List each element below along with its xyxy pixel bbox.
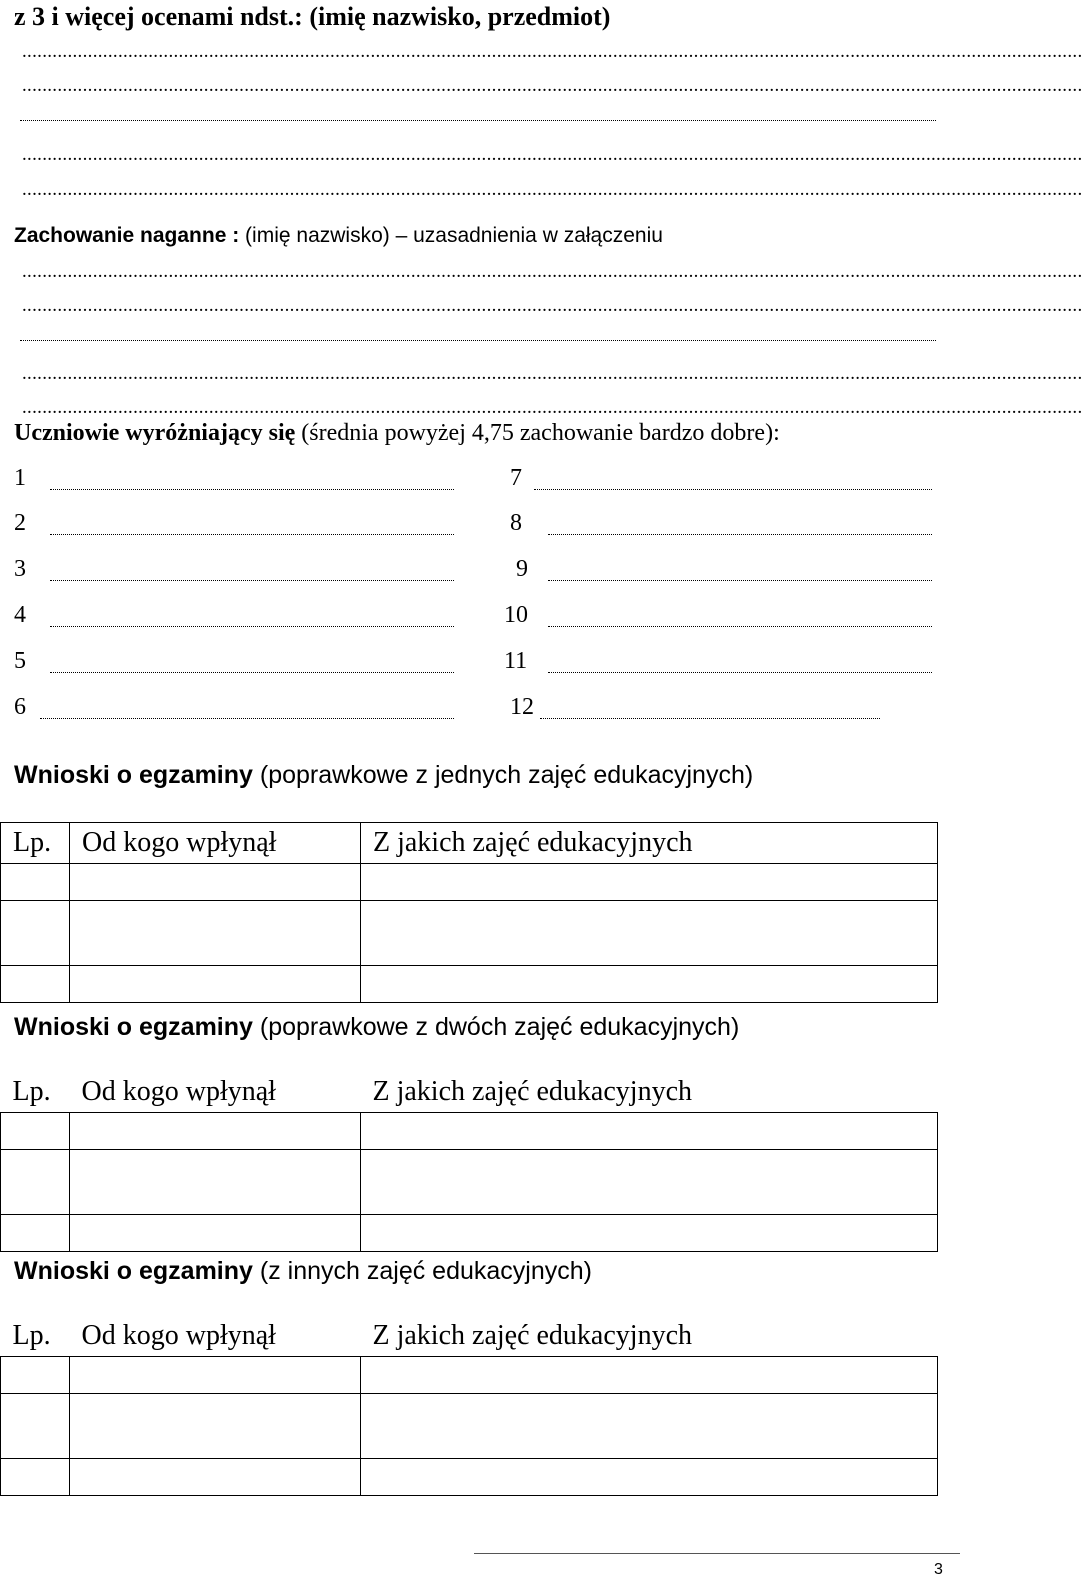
dotted-line: ..................................................................................................................................................................................................................	[22, 261, 1083, 282]
column-header-lp: Lp.	[12, 1320, 51, 1351]
column-header-from: Od kogo wpłynął	[81, 1320, 276, 1351]
table-cell[interactable]	[1, 864, 70, 901]
table-cell[interactable]	[1, 1215, 70, 1252]
exam-requests-table	[0, 1316, 938, 1496]
section-title-rest: (z innych zajęć edukacyjnych)	[252, 1257, 592, 1285]
table-row	[1, 1357, 938, 1394]
column-header-subject: Z jakich zajęć edukacyjnych	[372, 1076, 692, 1107]
table-cell[interactable]	[70, 901, 361, 966]
dotted-line: ..................................................................................................................................................................................................................	[22, 397, 1083, 418]
table-cell[interactable]	[70, 1150, 361, 1215]
exam-requests-table	[0, 822, 938, 1003]
table-row	[1, 966, 938, 1003]
table-cell[interactable]	[361, 864, 938, 901]
dotted-line	[20, 120, 936, 121]
dotted-line	[534, 489, 932, 490]
column-header-subject: Z jakich zajęć edukacyjnych	[372, 1320, 692, 1351]
table-cell[interactable]	[1, 1459, 70, 1496]
conduct-note: (imię nazwisko) – uzasadnienia w załączeniu	[239, 224, 663, 247]
dotted-line	[40, 718, 454, 719]
table-cell[interactable]	[1, 901, 70, 966]
table-row	[1, 1459, 938, 1496]
distinguished-label: Uczniowie wyróżniający się	[14, 420, 296, 446]
table-row	[1, 1113, 938, 1150]
table-cell[interactable]	[361, 901, 938, 966]
table-row	[1, 1215, 938, 1252]
distinguished-heading	[14, 420, 780, 447]
dotted-line: ..................................................................................................................................................................................................................	[22, 179, 1083, 200]
table-cell[interactable]	[361, 1150, 938, 1215]
dotted-line: ..................................................................................................................................................................................................................	[22, 363, 1083, 384]
distinguished-note: (średnia powyżej 4,75 zachowanie bardzo dobre):	[295, 420, 780, 446]
table-row	[1, 901, 938, 966]
table-cell[interactable]	[1, 1150, 70, 1215]
section-title-bold: Wnioski o egzaminy	[14, 1013, 253, 1041]
right-number: 11	[504, 648, 528, 674]
section-title-bold: Wnioski o egzaminy	[14, 761, 253, 789]
column-header-from: Od kogo wpłynął	[70, 823, 361, 864]
table-row	[1, 864, 938, 901]
table-cell[interactable]	[1, 1113, 70, 1150]
table-cell[interactable]	[70, 1394, 361, 1459]
dotted-line	[50, 489, 454, 490]
dotted-line: ..................................................................................................................................................................................................................	[22, 75, 1083, 96]
table-header-row	[1, 823, 938, 864]
column-header-subject: Z jakich zajęć edukacyjnych	[361, 823, 938, 864]
table-cell[interactable]	[70, 1459, 361, 1496]
left-number: 5	[14, 648, 26, 674]
table-cell[interactable]	[1, 966, 70, 1003]
left-number: 1	[14, 465, 26, 491]
table-cell[interactable]	[70, 1215, 361, 1252]
failing-students-heading: z 3 i więcej ocenami ndst.: (imię nazwisko, przedmiot)	[14, 2, 611, 31]
left-number: 4	[14, 602, 26, 628]
conduct-label: Zachowanie naganne :	[14, 224, 240, 247]
left-number: 2	[14, 510, 26, 536]
right-number: 9	[516, 556, 528, 582]
dotted-line	[548, 580, 932, 581]
table-cell[interactable]	[361, 1394, 938, 1459]
table-row	[1, 1150, 938, 1215]
dotted-line	[50, 626, 454, 627]
table-cell[interactable]	[361, 1357, 938, 1394]
table-cell[interactable]	[361, 1215, 938, 1252]
dotted-line	[540, 718, 880, 719]
dotted-line	[548, 534, 932, 535]
exam-requests-heading	[14, 1257, 592, 1286]
dotted-line: ..................................................................................................................................................................................................................	[22, 295, 1083, 316]
table-cell[interactable]	[70, 864, 361, 901]
table-cell[interactable]	[361, 1113, 938, 1150]
dotted-line	[548, 626, 932, 627]
table-header-row	[1, 1316, 938, 1357]
exam-requests-heading	[14, 761, 753, 790]
table-cell[interactable]	[1, 1394, 70, 1459]
dotted-line	[50, 672, 454, 673]
section-title-rest: (poprawkowe z jednych zajęć edukacyjnych)	[252, 761, 754, 789]
dotted-line	[548, 672, 932, 673]
page-number: 3	[934, 1561, 943, 1578]
dotted-line	[20, 340, 936, 341]
right-number: 7	[510, 465, 522, 491]
table-cell[interactable]	[361, 1459, 938, 1496]
dotted-line: ..................................................................................................................................................................................................................	[22, 144, 1083, 165]
table-cell[interactable]	[70, 1113, 361, 1150]
left-number: 6	[14, 694, 26, 720]
exam-requests-table	[0, 1072, 938, 1252]
table-row	[1, 1394, 938, 1459]
table-cell[interactable]	[70, 1357, 361, 1394]
section-title-bold: Wnioski o egzaminy	[14, 1257, 253, 1285]
column-header-lp: Lp.	[1, 823, 70, 864]
table-cell[interactable]	[1, 1357, 70, 1394]
right-number: 12	[510, 694, 534, 720]
table-header-row	[1, 1072, 938, 1113]
dotted-line: ..................................................................................................................................................................................................................	[22, 41, 1083, 62]
dotted-line	[50, 534, 454, 535]
table-cell[interactable]	[70, 966, 361, 1003]
dotted-line	[50, 580, 454, 581]
left-number: 3	[14, 556, 26, 582]
right-number: 8	[510, 510, 522, 536]
table-cell[interactable]	[361, 966, 938, 1003]
section-title-rest: (poprawkowe z dwóch zajęć edukacyjnych)	[252, 1013, 740, 1041]
column-header-lp: Lp.	[12, 1076, 51, 1107]
exam-requests-heading	[14, 1013, 739, 1042]
footer-rule	[474, 1553, 960, 1554]
right-number: 10	[504, 602, 528, 628]
conduct-heading	[14, 224, 663, 248]
column-header-from: Od kogo wpłynął	[81, 1076, 276, 1107]
